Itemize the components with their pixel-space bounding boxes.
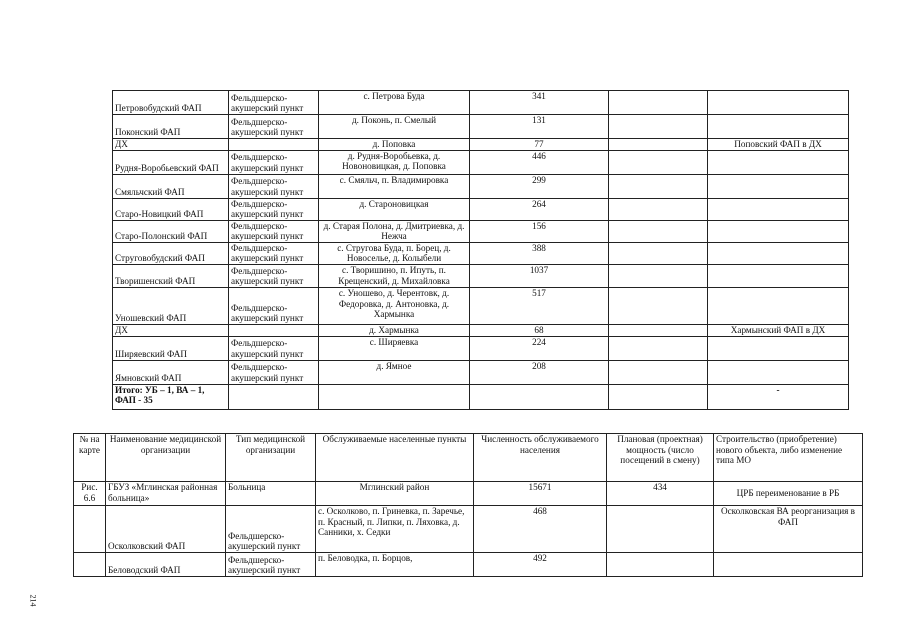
- facility-name: Творишенский ФАП: [113, 265, 229, 288]
- table-row: [113, 198, 849, 220]
- header-map-no: № на карте: [74, 434, 106, 482]
- facilities-table-header: [73, 433, 863, 577]
- header-type: Тип медицинской организации: [226, 434, 316, 482]
- table-row: [113, 150, 849, 174]
- table-row: [74, 506, 863, 553]
- settlements: с. Петрова Буда: [319, 91, 470, 115]
- map-number: Рис. 6.6: [74, 482, 106, 506]
- facility-type: Фельдшерско-акушерский пункт: [226, 506, 316, 553]
- population: 264: [470, 198, 609, 220]
- change-note: [708, 115, 849, 139]
- facility-name: ДХ: [113, 325, 229, 337]
- facility-type: Фельдшерско-акушерский пункт: [229, 174, 319, 198]
- population: 492: [474, 553, 607, 577]
- settlements: с. Смяльч, п. Владимировка: [319, 174, 470, 198]
- settlements: с. Уношево, д. Черентовк, д. Федоровка, д. Антоновка, д. Хармынка: [319, 288, 470, 325]
- population: 131: [470, 115, 609, 139]
- facility-name: Смяльчский ФАП: [113, 174, 229, 198]
- table-row: [113, 174, 849, 198]
- empty-cell: [319, 384, 470, 409]
- facility-name: Поконский ФАП: [113, 115, 229, 139]
- facility-name: Струговобудский ФАП: [113, 242, 229, 264]
- settlements: д. Хармынка: [319, 325, 470, 337]
- facility-name: Старо-Полонский ФАП: [113, 220, 229, 242]
- table-row: [113, 139, 849, 151]
- population: 468: [474, 506, 607, 553]
- settlements: д. Рудня-Воробьевка, д. Новоновицкая, д. Поповка: [319, 150, 470, 174]
- table-row: [113, 115, 849, 139]
- map-number: [74, 553, 106, 577]
- settlements: д. Староновицкая: [319, 198, 470, 220]
- facility-name: Осколковский ФАП: [106, 506, 226, 553]
- table-row: [113, 91, 849, 115]
- planned-capacity: [609, 288, 708, 325]
- planned-capacity: [609, 336, 708, 360]
- population: 208: [470, 360, 609, 384]
- header-note: Строительство (приобретение) нового объекта, либо изменение типа МО: [714, 434, 863, 482]
- facility-type: Фельдшерско-акушерский пункт: [229, 242, 319, 264]
- settlements: с. Творишино, п. Ипуть, п. Крещенский, д. Михайловка: [319, 265, 470, 288]
- table-row: [74, 482, 863, 506]
- facility-type: Фельдшерско-акушерский пункт: [229, 115, 319, 139]
- settlements: д. Старая Полона, д. Дмитриевка, д. Нежча: [319, 220, 470, 242]
- facility-name: Беловодский ФАП: [106, 553, 226, 577]
- facility-type: Фельдшерско-акушерский пункт: [229, 91, 319, 115]
- table-row: [113, 336, 849, 360]
- table-row: [113, 265, 849, 288]
- planned-capacity: [607, 553, 714, 577]
- facility-name: Уношевский ФАП: [113, 288, 229, 325]
- settlements: д. Поповка: [319, 139, 470, 151]
- planned-capacity: [609, 115, 708, 139]
- change-note: ЦРБ переименование в РБ: [714, 482, 863, 506]
- settlements: с. Ширяевка: [319, 336, 470, 360]
- header-population: Численность обслуживаемого населения: [474, 434, 607, 482]
- facility-name: Ямновский ФАП: [113, 360, 229, 384]
- change-note: [714, 553, 863, 577]
- facility-name: Петровобудский ФАП: [113, 91, 229, 115]
- population: 388: [470, 242, 609, 264]
- change-note: [708, 220, 849, 242]
- population: 15671: [474, 482, 607, 506]
- facility-type: Фельдшерско-акушерский пункт: [229, 288, 319, 325]
- population: 156: [470, 220, 609, 242]
- table-row: [113, 325, 849, 337]
- settlements: Мглинский район: [316, 482, 474, 506]
- facility-type: Фельдшерско-акушерский пункт: [229, 360, 319, 384]
- planned-capacity: [609, 325, 708, 337]
- empty-cell: [470, 384, 609, 409]
- planned-capacity: [609, 360, 708, 384]
- page-number: 214: [28, 594, 38, 607]
- planned-capacity: [609, 198, 708, 220]
- settlements: д. Ямное: [319, 360, 470, 384]
- change-note: [708, 242, 849, 264]
- table-row: [113, 288, 849, 325]
- header-plan: Плановая (проектная) мощность (число посещений в смену): [607, 434, 714, 482]
- facility-type: [229, 325, 319, 337]
- facility-type: Фельдшерско-акушерский пункт: [229, 198, 319, 220]
- change-note: [708, 265, 849, 288]
- total-label: Итого: УБ – 1, ВА – 1, ФАП - 35: [113, 384, 229, 409]
- change-note: [708, 198, 849, 220]
- table-row: [113, 242, 849, 264]
- population: 299: [470, 174, 609, 198]
- change-note: [708, 288, 849, 325]
- facility-type: Фельдшерско-акушерский пункт: [229, 265, 319, 288]
- facility-type: Больница: [226, 482, 316, 506]
- total-note: -: [708, 384, 849, 409]
- facility-type: Фельдшерско-акушерский пункт: [226, 553, 316, 577]
- change-note: [708, 174, 849, 198]
- change-note: Хармынский ФАП в ДХ: [708, 325, 849, 337]
- table-row: [113, 360, 849, 384]
- population: 446: [470, 150, 609, 174]
- planned-capacity: [609, 139, 708, 151]
- table-row: [74, 553, 863, 577]
- planned-capacity: [607, 506, 714, 553]
- planned-capacity: [609, 91, 708, 115]
- header-row: [74, 434, 863, 482]
- settlements: д. Поконь, п. Смелый: [319, 115, 470, 139]
- table-row: [113, 220, 849, 242]
- planned-capacity: 434: [607, 482, 714, 506]
- planned-capacity: [609, 265, 708, 288]
- planned-capacity: [609, 242, 708, 264]
- settlements: с. Стругова Буда, п. Борец, д. Новоселье, д. Колыбели: [319, 242, 470, 264]
- change-note: Поповский ФАП в ДХ: [708, 139, 849, 151]
- population: 77: [470, 139, 609, 151]
- facility-type: [229, 139, 319, 151]
- change-note: [708, 360, 849, 384]
- facility-name: Ширяевский ФАП: [113, 336, 229, 360]
- planned-capacity: [609, 174, 708, 198]
- map-number: [74, 506, 106, 553]
- change-note: [708, 91, 849, 115]
- facility-name: Рудня-Воробьевский ФАП: [113, 150, 229, 174]
- header-name: Наименование медицинской организации: [106, 434, 226, 482]
- facility-type: Фельдшерско-акушерский пункт: [229, 336, 319, 360]
- settlements: с. Осколково, п. Гриневка, п. Заречье, п. Красный, п. Липки, п. Ляховка, д. Санники, х. Седки: [316, 506, 474, 553]
- planned-capacity: [609, 220, 708, 242]
- header-settlements: Обслуживаемые населенные пункты: [316, 434, 474, 482]
- settlements: п. Беловодка, п. Борцов,: [316, 553, 474, 577]
- change-note: [708, 336, 849, 360]
- facility-type: Фельдшерско-акушерский пункт: [229, 220, 319, 242]
- population: 1037: [470, 265, 609, 288]
- change-note: [708, 150, 849, 174]
- population: 224: [470, 336, 609, 360]
- population: 517: [470, 288, 609, 325]
- population: 341: [470, 91, 609, 115]
- empty-cell: [229, 384, 319, 409]
- facility-name: ДХ: [113, 139, 229, 151]
- planned-capacity: [609, 150, 708, 174]
- facility-name: ГБУЗ «Мглинская районная больница»: [106, 482, 226, 506]
- empty-cell: [609, 384, 708, 409]
- facilities-table-continued: [112, 90, 849, 410]
- total-row: [113, 384, 849, 409]
- facility-name: Старо-Новицкий ФАП: [113, 198, 229, 220]
- population: 68: [470, 325, 609, 337]
- facility-type: Фельдшерско-акушерский пункт: [229, 150, 319, 174]
- change-note: Осколковская ВА реорганизация в ФАП: [714, 506, 863, 553]
